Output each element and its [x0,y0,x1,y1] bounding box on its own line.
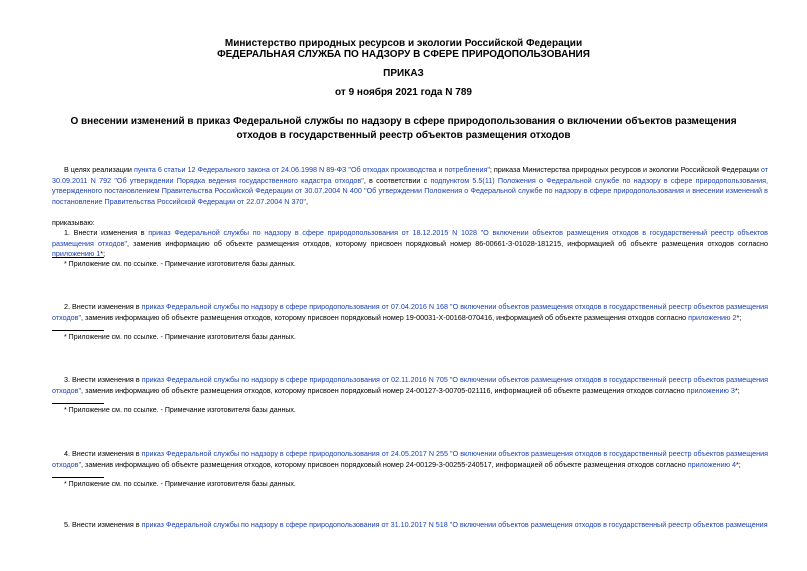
footnote-divider [52,477,104,478]
order-link[interactable]: приказ Федеральной службы по надзору в сфере природопользования от 24.05.2017 N 255 "О включении объектов размещения отходов в государственный реестр объектов размещения отходов" [52,449,768,469]
footnote: * Приложение см. по ссылке. - Примечание изготовителя базы данных. [64,334,296,341]
item-number: 4. Внести изменения в [64,449,142,458]
list-item [52,228,768,260]
footnote-divider [52,330,104,331]
footnote: * Приложение см. по ссылке. - Примечание изготовителя базы данных. [64,261,296,268]
law-89fz-link[interactable]: пункта 6 статьи 12 Федерального закона от 24.06.1998 N 89-ФЗ "Об отходах производства и потребления" [133,165,490,174]
item-number: 2. Внести изменения в [64,302,142,311]
list-item [52,375,768,396]
appendix-link[interactable]: приложению 2 [688,312,737,322]
list-item [52,449,768,470]
footnote: * Приложение см. по ссылке. - Примечание изготовителя базы данных. [64,407,296,414]
item-number: 5. Внести изменения в [64,520,142,529]
appendix-link[interactable]: приложению 3 [686,385,735,395]
order-link[interactable]: приказ Федеральной службы по надзору в сфере природопользования от 31.10.2017 N 518 "О включении объектов размещения отходов в государственный реестр объектов размещения [141,520,768,529]
item-number: 1. Внести изменения в [64,228,149,237]
appendix-link[interactable]: приложению 4 [687,459,736,469]
item-end: *; [734,385,740,395]
order-792-link[interactable]: от 30.09.2011 N 792 "Об утверждении Порядка ведения государственного кадастра отходов" [52,165,769,185]
order-link[interactable]: приказ Федеральной службы по надзору в сфере природопользования от 02.11.2016 N 705 "О включении объектов размещения отходов в государственный реестр объектов размещения отходов" [52,375,769,395]
item-number: 3. Внести изменения в [64,375,142,384]
list-item [52,520,768,531]
item-text: , заменив информацию об объекте размещения отходов, которому присвоен порядковый номер 19-00031-Х-00168-070416, информацией об объекте размещения отходов согласно [81,312,689,322]
order-link[interactable]: приказ Федеральной службы по надзору в сфере природопользования от 18.12.2015 N 1028 "О включении объектов размещения отходов в государственный реестр объектов размещения отходов" [52,228,768,248]
item-text: , заменив информацию об объекте размещения отходов, которому присвоен порядковый номер 86-00661-З-01028-181215, информацией об объекте размещения отходов согласно [127,238,768,248]
service-name: ФЕДЕРАЛЬНАЯ СЛУЖБА ПО НАДЗОРУ В СФЕРЕ ПРИРОДОПОЛЬЗОВАНИЯ [217,49,590,60]
ministry-name: Министерство природных ресурсов и экологии Российской Федерации [224,38,583,49]
preamble-text-2: ; приказа Министерства природных ресурсов и экологии Российской Федерации [489,165,761,174]
regulation-400-link[interactable]: подпунктом 5.5(11) Положения о Федеральной службе по надзору в сфере природопользования, утвержденного постановлением Правительства Российской Федерации от 30.07.2004 N 400 "Об утверждении Положения о Федеральной службе по надзору в сфере природопользования и внесении изменений в постановление Правительства Российской Федерации от 22.07.2004 N 370" [52,175,769,206]
item-end: *; [736,459,741,469]
preamble-text-4: , [305,196,308,206]
document-title: О внесении изменений в приказ Федеральной службы по надзору в сфере природопользования о включении объектов размещения отходов в государственный реестр объектов размещения отходов [70,116,737,141]
doc-date: от 9 ноября 2021 года N 789 [335,87,472,98]
doc-type: ПРИКАЗ [383,68,424,79]
footnote: * Приложение см. по ссылке. - Примечание изготовителя базы данных. [64,481,296,488]
order-link[interactable]: приказ Федеральной службы по надзору в сфере природопользования от 07.04.2016 N 168 "О включении объектов размещения отходов в государственный реестр объектов размещения отходов" [52,302,768,322]
item-text: , заменив информацию об объекте размещения отходов, которому присвоен порядковый номер 24-00127-З-00705-021116, информацией об объекте размещения отходов согласно [81,385,687,395]
item-end: *; [736,312,742,322]
preamble [52,165,768,207]
preamble-text-3: , в соответствии с [363,175,431,185]
preamble-text-1: В целях реализации [64,165,134,174]
appendix-link[interactable]: приложению 1 [52,249,101,258]
item-end: *; [100,249,106,258]
item-text: , заменив информацию об объекте размещения отходов, которому присвоен порядковый номер 24-00129-З-00255-240517, информацией об объекте размещения отходов согласно [81,459,688,469]
footnote-divider [52,257,104,258]
footnote-divider [52,403,104,404]
prikazyvayu: приказываю: [52,218,95,227]
list-item [52,302,768,323]
